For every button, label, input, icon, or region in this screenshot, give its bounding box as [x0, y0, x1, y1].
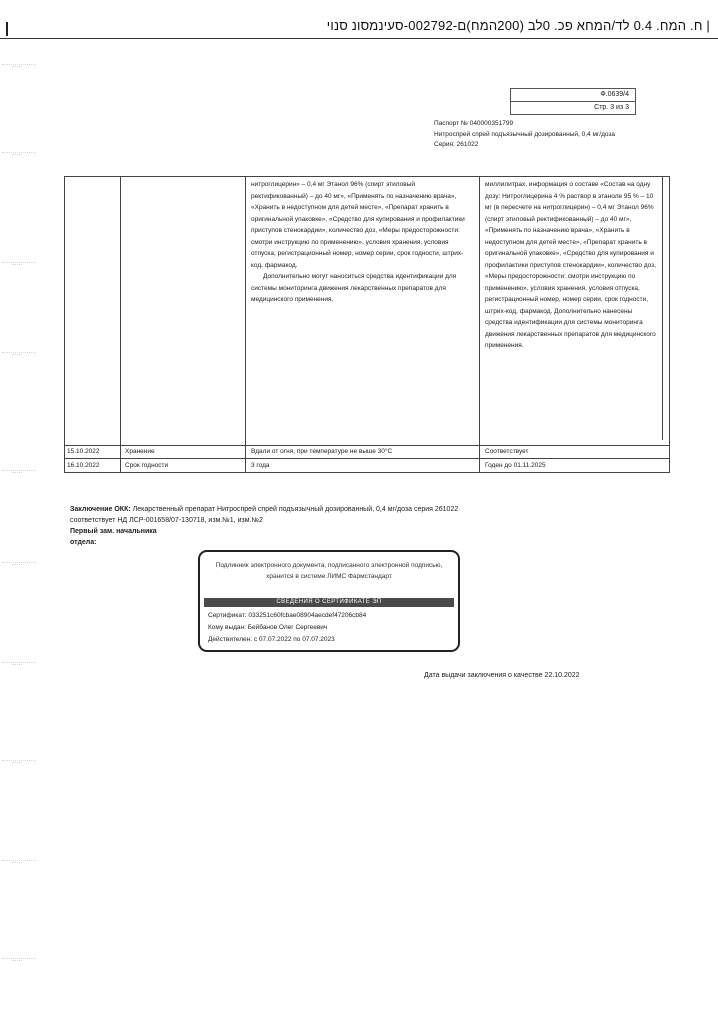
certificate-banner: СВЕДЕНИЯ О СЕРТИФИКАТЕ ЭП: [204, 598, 454, 607]
storage-row-parameter: Хранение: [125, 448, 155, 455]
passport-series: Серия: 261022: [434, 141, 479, 148]
signatory-title: Первый зам. начальника: [70, 528, 157, 535]
result-text: миллилитрах, информация о составе «Состав на одну дозу: Нитроглицерина 4 % раствор в этаноле 95 % – 10 мг (в пересчете на нитроглицерин) – 0,4 мг Этанол 96% (спирт этиловый ректификованный) – до 40 мг», «Применять по назначению врача», «Хранить в недоступном для детей месте», «Препарат хранить в оригинальной упаковке», «Средство для купирования и профилактики приступов стенокардии», количество доз, «Меры предосторожности: смотри инструкцию по применению», условия хранения, условия отпуска, регистрационный номер, номер серии, срок годности, штрих-код, фармакод. Дополнительно нанесены средства идентификации для системы мониторинга движения лекарственных препаратов для медицинского применения.: [485, 181, 656, 349]
conclusion-line-2: соответствует НД ЛСР-001658/07-130718, изм.№1, изм.№2: [70, 517, 263, 524]
qc-conclusion: [70, 504, 630, 548]
scan-margin-mark: [2, 958, 36, 967]
result-cell: [485, 179, 657, 352]
column-divider: [662, 177, 663, 440]
scan-margin-mark: [2, 860, 36, 869]
row-divider: [65, 458, 669, 459]
fax-header-text: ח. המח. 0.4 לד/המחא פכ. 0לב (200המח)ם-002792-סעינמסונ סנוי |: [326, 18, 710, 33]
signature-intro-text: Подлинник электронного документа, подписанного электронной подписью, хранится в системе ЛИМС Фармстандарт: [215, 562, 443, 580]
fax-header: [0, 0, 718, 39]
scan-margin-mark: [2, 562, 36, 571]
certificate-validity: Действителен: с 07.07.2022 по 07.07.2023: [208, 636, 335, 643]
column-divider: [245, 177, 246, 472]
conclusion-issue-date: Дата выдачи заключения о качестве 22.10.2022: [424, 672, 580, 679]
shelf-life-row-parameter: Срок годности: [125, 462, 169, 469]
column-divider: [120, 177, 121, 472]
passport-number: Паспорт № 040000351799: [434, 120, 514, 127]
fax-margin-bar: [6, 22, 8, 36]
requirement-cell: [251, 179, 471, 306]
storage-row-requirement: Вдали от огня, при температуре не выше 30°C: [251, 448, 393, 455]
shelf-life-row-requirement: 3 года: [251, 462, 270, 469]
column-divider: [479, 177, 480, 472]
scan-margin-mark: [2, 760, 36, 769]
requirement-extra-text: Дополнительно могут наноситься средства идентификации для системы мониторинга движения лекарственных препаратов для медицинского применения.: [251, 273, 457, 303]
scan-margin-mark: [2, 152, 36, 161]
passport-block: [434, 119, 634, 151]
row-divider: [65, 445, 669, 446]
conclusion-line-1: [70, 504, 630, 515]
requirement-text: нитроглицерин» – 0,4 мг Этанол 96% (спирт этиловый ректификованный) – до 40 мг», «Применять по назначению врача», «Хранить в недоступном для детей месте», «Препарат хранить в оригинальной упаковке», «Средство для купирования и профилактики приступов стенокардии», количество доз, «Меры предосторожности: смотри инструкцию по применению», условия хранения, условия отпуска, регистрационный номер, номер серии, срок годности, штрих-код, фармакод.: [251, 181, 465, 269]
scan-margin-mark: [2, 352, 36, 361]
page-number: Стр. 3 из 3: [511, 101, 635, 114]
scan-margin-mark: [2, 64, 36, 73]
scan-margin-mark: [2, 262, 36, 271]
conclusion-text: Лекарственный препарат Нитроспрей спрей подъязычный дозированный, 0,4 мг/доза серия 261022: [132, 506, 459, 513]
electronic-signature-stamp: [198, 550, 460, 652]
scan-margin-mark: [2, 470, 36, 479]
passport-product: Нитроспрей спрей подъязычный дозированный, 0,4 мг/доза: [434, 130, 616, 138]
storage-row-date: 15.10.2022: [67, 448, 100, 455]
storage-row-result: Соответствует: [485, 448, 529, 455]
signatory-department: отдела:: [70, 539, 97, 546]
certificate-number: Сертификат: 033251c60fcbae08904aecdef47206cb84: [208, 612, 367, 619]
test-results-table: [64, 176, 670, 473]
shelf-life-row-date: 16.10.2022: [67, 462, 100, 469]
certificate-owner: Кому выдан: Бейбанов Олег Сергеевич: [208, 624, 328, 631]
form-code: Ф.0639/4: [600, 91, 629, 98]
scan-margin-mark: [2, 662, 36, 671]
form-reference-box: [510, 88, 636, 115]
shelf-life-row-result: Годен до 01.11.2025: [485, 462, 546, 469]
conclusion-label: Заключение ОКК:: [70, 506, 131, 513]
